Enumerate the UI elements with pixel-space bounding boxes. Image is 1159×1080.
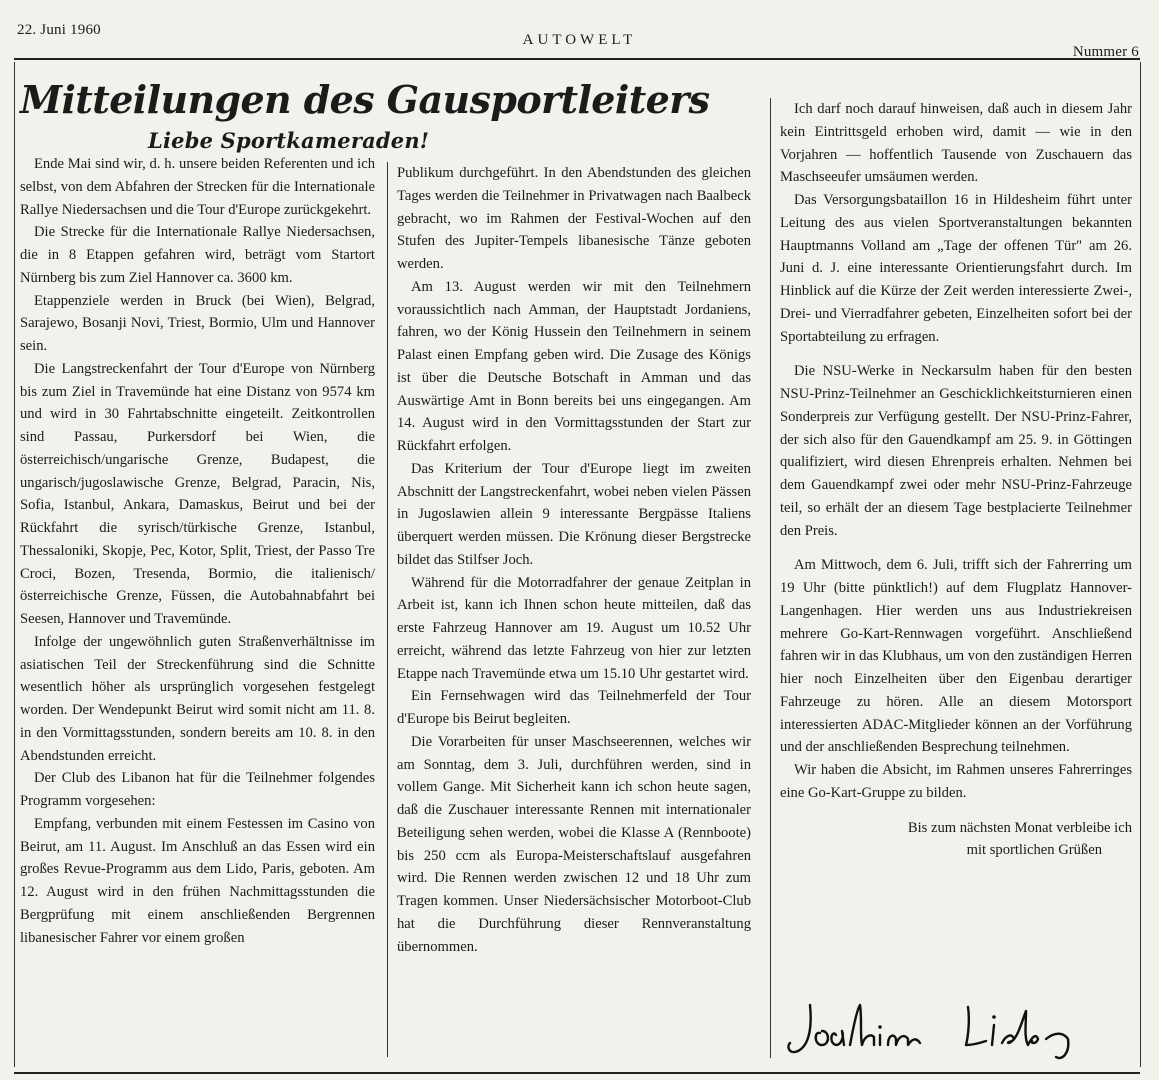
article-column-3 — [780, 98, 1132, 862]
issue-date: 22. Juni 1960 — [17, 22, 101, 38]
paragraph: Das Kriterium der Tour d'Europe liegt im zweiten Abschnitt der Langstreckenfahrt, wobei neben vielen Pässen in Jugoslawien allein 9 interessante Bergpässe Italiens überquert werden müssen. Die Krönung dieser Bergstrecke bildet das Stilfser Joch. — [397, 460, 751, 568]
left-border — [14, 62, 15, 1067]
paragraph: Die Langstreckenfahrt der Tour d'Europe von Nürnberg bis zum Ziel in Travemünde hat eine Distanz von 9574 km und wird in 30 Fahrtabschnitte eingeteilt. Zeitkontrollen sind Passau, Purkersdorf bei Wien, die österreichisch/ungarische Grenze, Budapest, die ungarisch/jugoslawische Grenze, Belgrad, Paracin, Nis, Sofia, Istanbul, Ankara, Damaskus, Beirut und bei der Rückfahrt die syrisch/türkische Grenze, Istanbul, Thessaloniki, Skopje, Pec, Kotor, Split, Triest, der Passo Tre Croci, Bozen, Tresenda, Bormio, die italienisch/österreichische Grenze, Füssen, die Autobahnabfahrt bei Seesen, Hannover und Travemünde. — [20, 360, 375, 627]
closing-block — [780, 817, 1132, 863]
paragraph: Infolge der ungewöhnlich guten Straßenverhältnisse im asiatischen Teil der Streckenführung sind die Schnitte wesentlich höher als ursprünglich vorgesehen festgelegt worden. Der Wendepunkt Beirut wird somit nicht am 11. 8. in den Vormittagsstunden, sondern bereits am 10. 8. in den Abendstunden erreicht. — [20, 633, 375, 764]
paragraph: Der Club des Libanon hat für die Teilnehmer folgendes Programm vorgesehen: — [20, 770, 375, 809]
header-rule — [14, 58, 1140, 60]
paragraph: Die NSU-Werke in Neckarsulm haben für den besten NSU-Prinz-Teilnehmer an Geschicklichkeitsturnieren einen Sonderpreis zur Verfügung gestellt. Der NSU-Prinz-Fahrer, der sich also für den Gauendkampf am 25. 9. in Göttingen qualifiziert, wird diesen Ehrenpreis erhalten. Nehmen bei dem Gauendkampf zwei oder mehr NSU-Prinz-Fahrzeuge teil, so erhält der an diesem Tage bestplacierte Teilnehmer den Preis. — [780, 363, 1132, 539]
paragraph: Das Versorgungsbataillon 16 in Hildesheim führt unter Leitung des aus vielen Sportveranstaltungen bekannten Hauptmanns Volland am „Tage der offenen Tür" am 26. Juni d. J. eine interessante Orientierungsfahrt durch. Im Hinblick auf die Kürze der Zeit werden interessierte Zwei-, Drei- und Vierradfahrer gebeten, Einzelheiten sofort bei der Sportabteilung zu erfragen. — [780, 192, 1132, 345]
paragraph: Empfang, verbunden mit einem Festessen im Casino von Beirut, am 11. August. Im Anschluß an das Essen wird ein großes Revue-Programm aus dem Lido, Paris, geboten. Am 12. August wird in den frühen Nachmittagsstunden die Bergprüfung mit einem anschließenden Bergrennen libanesischer Fahrer vor einem großen — [20, 815, 375, 946]
issue-number: Nummer 6 — [1072, 44, 1139, 60]
paragraph: Ende Mai sind wir, d. h. unsere beiden Referenten und ich selbst, von dem Abfahren der Strecken für die Internationale Rallye Niedersachsen und die Tour d'Europe zurückgekehrt. — [20, 156, 375, 218]
paragraph: Wir haben die Absicht, im Rahmen unseres Fahrerringes eine Go-Kart-Gruppe zu bilden. — [780, 762, 1132, 801]
footer-rule — [14, 1072, 1140, 1074]
paragraph: Am Mittwoch, dem 6. Juli, trifft sich der Fahrerring um 19 Uhr (bitte pünktlich!) auf dem Flugplatz Hannover-Langenhagen. Hier werden uns aus Industriekreisen mehrere Go-Kart-Rennwagen vorgeführt. Anschließend fahren wir in das Klubhaus, um von den zuständigen Herren hier noch Einzelheiten über den Eigenbau derartiger Fahrzeuge zu hören. Alle an diesem Motorsport interessierten ADAC-Mitglieder können an der Vorführung und der anschließenden Besprechung teilnehmen. — [780, 557, 1132, 756]
column-divider-2 — [770, 98, 771, 1058]
closing-line: Bis zum nächsten Monat verbleibe ich — [907, 819, 1132, 836]
article-column-1 — [20, 153, 375, 949]
paragraph: Etappenziele werden in Bruck (bei Wien), Belgrad, Sarajewo, Bosanji Novi, Triest, Bormio, Ulm und Hannover sein. — [20, 292, 375, 354]
paragraph: Am 13. August werden wir mit den Teilnehmern voraussichtlich nach Amman, der Hauptstadt Jordaniens, fahren, wo der König Hussein den Teilnehmern in seinem Palast einen Empfang geben wird. Die Zusage des Königs ist über die Deutsche Botschaft in Amman und das Auswärtige Amt in Bonn bereits bei uns eingegangen. Am 14. August wird in den Vormittagsstunden der Start zur Rückfahrt erfolgen. — [397, 278, 751, 454]
right-border — [1140, 62, 1141, 1067]
closing-line: mit sportlichen Grüßen — [966, 842, 1102, 859]
article-column-2 — [397, 162, 751, 958]
paragraph: Die Vorarbeiten für unser Maschseerennen, welches wir am Sonntag, dem 3. Juli, durchführen werden, sind in vollem Gange. Mit Sicherheit kann ich schon heute sagen, daß die Zuschauer interessante Rennen mit internationaler Beteiligung sehen werden, wobei die Klasse A (Rennboote) bis 250 ccm als Europa-Meisterschaftslauf ausgefahren wird. Die Rennen werden zwischen 12 und 18 Uhr zum Tragen kommen. Unser Niedersächsischer Motorboot-Club hat die Durchführung dieser Rennveranstaltung übernommen. — [397, 733, 751, 955]
column-divider-1 — [387, 162, 388, 1057]
paragraph: Publikum durchgeführt. In den Abendstunden des gleichen Tages werden die Teilnehmer in Privatwagen nach Baalbeck gebracht, wo im Rahmen der Festival-Wochen auf den Stufen des Jupiter-Tempels libanesische Tänze geboten werden. — [397, 165, 751, 272]
paragraph: Während für die Motorradfahrer der genaue Zeitplan in Arbeit ist, kann ich Ihnen schon heute mitteilen, daß das erste Fahrzeug Hannover am 19. August um 10.52 Uhr erreicht, während das letzte Fahrzeug von hier zur letzten Etappe nach Travemünde etwa um 15.10 Uhr gestartet wird. — [397, 574, 751, 682]
paragraph: Ein Fernsehwagen wird das Teilnehmerfeld der Tour d'Europe bis Beirut begleiten. — [397, 688, 751, 727]
publication-title: AUTOWELT — [522, 32, 637, 48]
handwritten-signature — [780, 985, 1130, 1065]
article-salutation: Liebe Sportkameraden! — [148, 128, 430, 153]
paragraph: Ich darf noch darauf hinweisen, daß auch in diesem Jahr kein Eintrittsgeld erhoben wird, damit — wie in den Vorjahren — hoffentlich Tausende von Zuschauern das Maschseeufer umsäumen werden. — [780, 101, 1132, 186]
paragraph: Die Strecke für die Internationale Rallye Niedersachsen, die in 8 Etappen gefahren wird, beträgt vom Startort Nürnberg bis zum Ziel Hannover ca. 3600 km. — [20, 224, 375, 286]
article-headline: Mitteilungen des Gausportleiters — [20, 77, 710, 122]
